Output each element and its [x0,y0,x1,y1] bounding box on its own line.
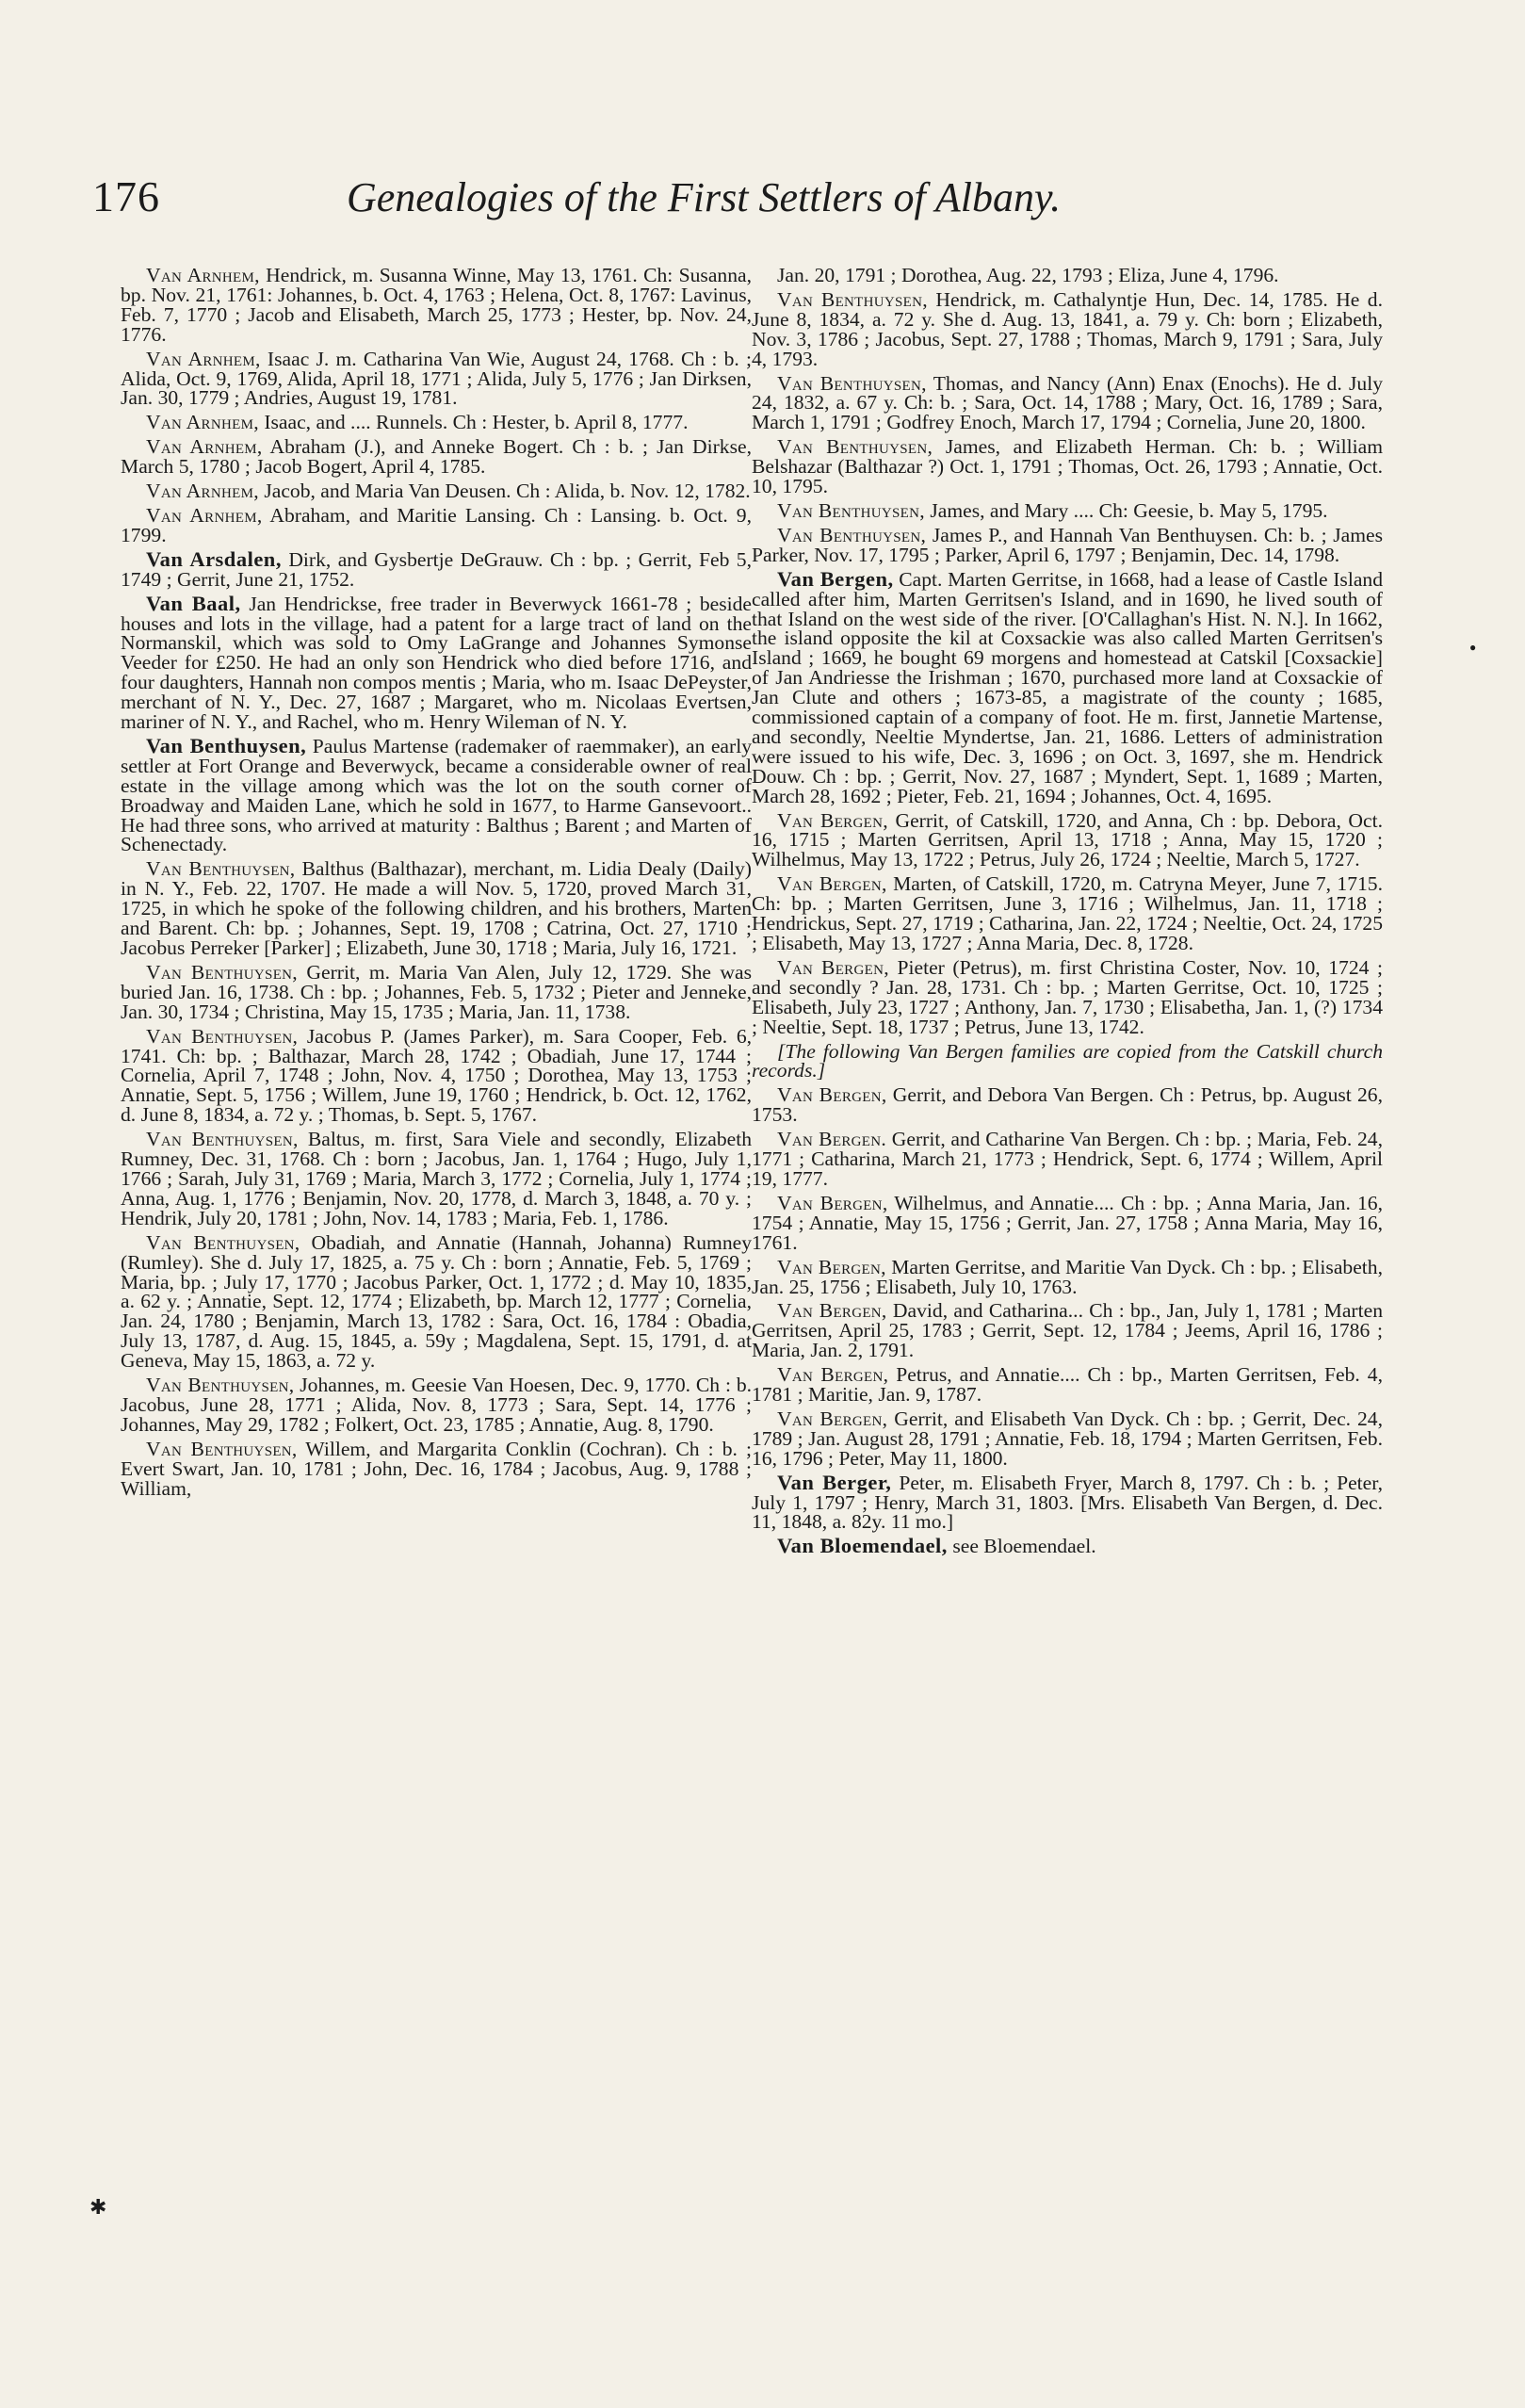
entry-text: Marten Gerritse, and Maritie Van Dyck. Ch : bp. ; Elisabeth, Jan. 25, 1756 ; Elisabeth, July 10, 1763. [752,1255,1383,1298]
entry-surname: Van Benthuysen, [777,371,927,395]
entry-text: Dirk, and Gysbertje DeGrauw. Ch : bp. ; Gerrit, Feb 5, 1749 ; Gerrit, June 21, 1752. [121,547,752,591]
genealogy-entry [121,266,752,345]
entry-text: Balthus (Balthazar), merchant, m. Lidia Dealy (Daily) in N. Y., Feb. 22, 1707. He made a will Nov. 5, 1720, proved March 31, 1725, in which he spoke of the following children, and his brothers, Marten and Barent. Ch: bp. ; Johannes, Sept. 19, 1708 ; Catrina, Oct. 27, 1710 ; Jacobus Perreker [Parker] ; Elizabeth, June 30, 1718 ; Maria, July 16, 1721. [121,857,752,959]
entry-surname: Van Baal, [146,591,241,615]
genealogy-entry [121,733,752,856]
entry-surname: Van Arnhem, [146,347,261,370]
entry-surname: Van Benthuysen, [777,523,927,546]
genealogy-entry [121,413,752,432]
entry-text: Peter, m. Elisabeth Fryer, March 8, 1797. Ch : b. ; Peter, July 1, 1797 ; Henry, March 31, 1803. [Mrs. Elisabeth Van Bergen, d. Dec. 11, 1848, a. 82y. 11 mo.] [752,1471,1383,1534]
genealogy-entry [752,874,1383,953]
entry-text: Jan. 20, 1791 ; Dorothea, Aug. 22, 1793 ; Eliza, June 4, 1796. [777,264,1279,286]
genealogy-entry [752,371,1384,434]
genealogy-entry [752,566,1383,807]
entry-text: Baltus, m. first, Sara Viele and secondly, Elizabeth Rumney, Dec. 31, 1768. Ch : born ; Jacobus, Jan. 1, 1764 ; Hugo, July 1, 1766 ; Sarah, July 31, 1769 ; Maria, March 3, 1772 ; Cornelia, July 1, 1774 ; Anna, Aug. 1, 1776 ; Benjamin, Nov. 20, 1778, d. March 3, 1848, a. 70 y. ; Hendrik, July 20, 1781 ; John, Nov. 14, 1783 ; Maria, Feb. 1, 1786. [121,1128,753,1229]
genealogy-entry [752,1470,1383,1534]
entry-surname: Van Bergen, [777,566,894,591]
genealogy-entry [121,1130,752,1228]
entry-surname: Van Bergen, [777,1191,888,1214]
genealogy-entry [121,1437,752,1500]
entry-text: James P., and Hannah Van Benthuysen. Ch: b. ; James Parker, Nov. 17, 1795 ; Parker, April 6, 1797 ; Benjamin, Dec. 14, 1798. [752,523,1384,566]
entry-surname: Van Bergen, [777,1363,889,1387]
entry-text: Abraham, and Maritie Lansing. Ch : Lansing. b. Oct. 9, 1799. [121,503,752,546]
entry-text: Pieter (Petrus), m. first Christina Coster, Nov. 10, 1724 ; and secondly ? Jan. 28, 1731. Ch : bp. ; Marten Gerritse, Oct. 10, 1725 ; Elisabeth, July 23, 1727 ; Anthony, Jan. 7, 1730 ; Elisabetha, Jan. 1, (?) 1734 ; Neeltie, Sept. 18, 1737 ; Petrus, June 13, 1742. [752,955,1383,1038]
genealogy-entry [121,960,752,1023]
entry-surname: Van Bergen, [777,1407,888,1430]
entry-text: Johannes, m. Geesie Van Hoesen, Dec. 9, 1770. Ch : b. Jacobus, June 28, 1771 ; Alida, Nov. 8, 1773 ; Sara, Sept. 14, 1776 ; Johannes, May 29, 1782 ; Folkert, Oct. 23, 1785 ; Annatie, Aug. 8, 1790. [121,1374,753,1436]
entry-text: Obadiah, and Annatie (Hannah, Johanna) Rumney (Rumley). She d. July 17, 1825, a. 75 y. Ch : born ; Annatie, Feb. 5, 1769 ; Maria, bp. ; July 17, 1770 ; Jacobus Parker, Oct. 1, 1772 ; d. May 10, 1835, a. 62 y. ; Annatie, Sept. 12, 1774 ; Elizabeth, bp. March 12, 1777 ; Cornelia, Jan. 24, 1780 ; Benjamin, March 13, 1782 : Sara, Oct. 16, 1784 : Obadia, July 13, 1787, d. Aug. 15, 1845, a. 59y ; Magdalena, Sept. 15, 1791, d. at Geneva, May 15, 1863, a. 72 y. [121,1230,753,1373]
genealogy-entry [752,1255,1383,1298]
entry-surname: Van Benthuysen, [146,1437,298,1460]
entry-text: Isaac, and .... Runnels. Ch : Hester, b. April 8, 1777. [258,411,689,434]
entry-text: Gerrit, of Catskill, 1720, and Anna, Ch : bp. Debora, Oct. 16, 1715 ; Marten Gerritsen, April 13, 1718 ; Anna, May 15, 1720 ; Wilhelmus, May 13, 1722 ; Petrus, July 26, 1724 ; Neeltie, March 5, 1727. [752,808,1383,871]
entry-surname: Van Benthuysen, [146,857,296,881]
genealogy-entry [752,955,1383,1038]
genealogy-entry [121,546,752,591]
entry-surname: Van Benthuysen, [146,1128,299,1151]
entry-surname: Van Bloemendael, [777,1534,948,1558]
running-title: Genealogies of the First Settlers of Albany. [347,174,1062,220]
entry-text: David, and Catharina... Ch : bp., Jan, July 1, 1781 ; Marten Gerritsen, April 25, 1783 ; Gerrit, Sept. 12, 1784 ; Jeems, April 16, 1786 ; Maria, Jan. 2, 1791. [752,1299,1383,1362]
page-header [92,171,1430,237]
entry-surname: Van Arnhem, [146,411,259,434]
genealogy-entry [121,859,752,958]
genealogy-entry [121,437,752,477]
entry-text: Willem, and Margarita Conklin (Cochran). Ch : b. ; Evert Swart, Jan. 10, 1781 ; John, Dec. 16, 1784 ; Jacobus, Aug. 9, 1788 ; William, [121,1437,752,1500]
right-column [752,266,1383,1561]
genealogy-entry [752,1130,1383,1189]
entry-text: Marten, of Catskill, 1720, m. Catryna Meyer, June 7, 1715. Ch: bp. ; Marten Gerritsen, June 3, 1716 ; Wilhelmus, Jan. 11, 1718 ; Hendrickus, Sept. 27, 1719 ; Catharina, Jan. 22, 1724 ; Neeltie, Oct. 24, 1725 ; Elisabeth, May 13, 1727 ; Anna Maria, Dec. 8, 1728. [752,872,1383,954]
entry-text: Abraham (J.), and Anneke Bogert. Ch : b. ; Jan Dirkse, March 5, 1780 ; Jacob Bogert, April 4, 1785. [121,435,752,479]
entry-text: Hendrick, m. Cathalyntje Hun, Dec. 14, 1785. He d. June 8, 1834, a. 72 y. She d. Aug. 13, 1841, a. 79 y. Ch: born ; Elizabeth, Nov. 3, 1786 ; Jacobus, Sept. 27, 1788 ; Thomas, March 9, 1791 ; Sara, July 4, 1793. [752,287,1383,370]
genealogy-entry [752,1301,1383,1360]
entry-surname: Van Arnhem, [146,435,263,459]
entry-text: Isaac J. m. Catharina Van Wie, August 24, 1768. Ch : b. ; Alida, Oct. 9, 1769, Alida, April 18, 1771 ; Alida, July 5, 1776 ; Jan Dirksen, Jan. 30, 1779 ; Andries, August 19, 1781. [121,347,752,410]
genealogy-entry [752,1534,1383,1558]
genealogy-entry [752,1085,1383,1125]
entry-surname: Van Benthuysen, [146,1024,299,1048]
genealogy-entry [121,503,752,546]
genealogy-entry [752,266,1383,285]
genealogy-entry [121,1375,752,1435]
entry-text: Hendrick, m. Susanna Winne, May 13, 1761. Ch: Susanna, bp. Nov. 21, 1761: Johannes, b. Oct. 4, 1763 ; Helena, Oct. 8, 1767: Lavinus, Feb. 7, 1770 ; Jacob and Elisabeth, March 25, 1773 ; Hester, bp. Nov. 24, 1776. [121,264,752,346]
entry-surname: Van Bergen, [777,1255,886,1278]
entry-surname: Van Bergen. [777,1128,887,1151]
entry-surname: Van Benthuysen, [777,435,933,459]
entry-text: Paulus Martense (rademaker of raemmaker), an early settler at Fort Orange and Beverwyck, became a considerable owner of real estate in the village among which was the lot on the south corner of Broadway and Maiden Lane, which he sold in 1677, to Harme Gansevoort.. He had three sons, who arrived at maturity : Balthus ; Barent ; and Marten of Schenectady. [121,734,752,856]
genealogy-entry [121,481,752,501]
entry-text: Gerrit, and Catharine Van Bergen. Ch : bp. ; Maria, Feb. 24, 1771 ; Catharina, March 21, 1773 ; Hendrick, Sept. 6, 1774 ; Willem, April 19, 1777. [752,1128,1383,1190]
entry-text: Gerrit, and Elisabeth Van Dyck. Ch : bp. ; Gerrit, Dec. 24, 1789 ; Jan. August 28, 1791 ; Annatie, Feb. 18, 1794 ; Marten Gerritsen, Feb. 16, 1796 ; Peter, May 11, 1800. [752,1407,1383,1470]
entry-text: see Bloemendael. [947,1535,1096,1558]
entry-surname: Van Benthuysen, [146,1230,300,1254]
entry-text: James, and Mary .... Ch: Geesie, b. May 5, 1795. [924,498,1328,522]
genealogy-entry [121,1230,753,1373]
entry-surname: Van Benthuysen, [146,1374,295,1397]
genealogy-entry [752,1409,1383,1469]
entry-surname: Van Bergen, [777,808,888,832]
entry-surname: Van Benthuysen, [146,733,307,757]
genealogy-entry [121,347,752,410]
entry-text: Thomas, and Nancy (Ann) Enax (Enochs). He d. July 24, 1832, a. 67 y. Ch: b. ; Sara, Oct. 14, 1788 ; Mary, Oct. 16, 1789 ; Sara, March 1, 1791 ; Godfrey Enoch, March 17, 1794 ; Cornelia, June 20, 1800. [752,371,1384,434]
genealogy-entry [752,808,1383,871]
entry-surname: Van Arnhem, [146,503,263,527]
genealogy-entry [752,523,1384,566]
genealogy-entry: [The following Van Bergen families are copied from the Catskill church records.] [752,1039,1383,1082]
entry-surname: Van Arnhem, [146,480,259,503]
genealogy-entry [752,1365,1383,1405]
genealogy-entry [752,437,1383,496]
genealogy-entry [752,1191,1383,1254]
entry-surname: Van Benthuysen, [777,498,925,522]
entry-surname: Van Bergen, [777,955,889,979]
entry-text: James, and Elizabeth Herman. Ch: b. ; William Belshazar (Balthazar ?) Oct. 1, 1791 ; Thomas, Oct. 26, 1793 ; Annatie, Oct. 10, 1795. [752,435,1384,498]
entry-surname: Van Arsdalen, [146,546,282,571]
genealogy-entry [752,498,1383,522]
entry-surname: Van Arnhem, [146,264,260,286]
margin-dot: ● [1469,641,1477,654]
genealogy-entry [121,1024,753,1127]
entry-surname: Van Bergen, [777,872,887,896]
entry-surname: Van Benthuysen, [146,960,298,984]
entry-surname: Van Benthuysen, [777,287,928,311]
entry-text: Jacobus P. (James Parker), m. Sara Cooper, Feb. 6, 1741. Ch: bp. ; Balthazar, March 28, 1742 ; Obadiah, June 17, 1744 ; Cornelia, April 7, 1748 ; John, Nov. 4, 1750 ; Dorothea, May 13, 1753 ; Annatie, Sept. 5, 1756 ; Willem, June 19, 1760 ; Hendrick, b. Oct. 12, 1762, d. June 8, 1834, a. 72 y. ; Thomas, b. Sept. 5, 1767. [121,1024,753,1127]
margin-mark: ✱ [89,2195,107,2219]
entry-text: Jacob, and Maria Van Deusen. Ch : Alida, b. Nov. 12, 1782. [258,480,751,503]
left-column [121,266,752,1503]
entry-text: Jan Hendrickse, free trader in Beverwyck 1661-78 ; beside houses and lots in the village, had a patent for a large tract of land on the Normanskil, which was sold to Omy LaGrange and Johannes Symonse Veeder for £250. He had an only son Hendrick who died before 1716, and four daughters, Hannah non compos mentis ; Maria, who m. Isaac DePeyster, merchant of N. Y., Dec. 27, 1687 ; Margaret, who m. Nicolaas Evertsen, mariner of N. Y., and Rachel, who m. Henry Wileman of N. Y. [121,592,752,734]
page-number: 176 [92,172,160,220]
entry-text: Petrus, and Annatie.... Ch : bp., Marten Gerritsen, Feb. 4, 1781 ; Maritie, Jan. 9, 1787. [752,1363,1383,1407]
entry-surname: Van Bergen, [777,1083,887,1107]
entry-surname: Van Berger, [777,1470,892,1494]
entry-text: Gerrit, m. Maria Van Alen, July 12, 1729. She was buried Jan. 16, 1738. Ch : bp. ; Johannes, Feb. 5, 1732 ; Pieter and Jenneke, Jan. 30, 1734 ; Christina, May 15, 1735 ; Maria, Jan. 11, 1738. [121,960,752,1023]
genealogy-entry [752,287,1383,370]
entry-text: Capt. Marten Gerritse, in 1668, had a lease of Castle Island called after him, Marten Gerritsen's Island, and in 1690, he lived south of that Island on the west side of the river. [O'Callaghan's Hist. N. N.]. In 1662, the island opposite the kil at Coxsackie was also called Marten Gerritsen's Island ; 1669, he bought 69 morgens and homestead at Catskil [Coxsackie] of Jan Andriesse the Irishman ; 1670, purchased more land at Coxsackie of Jan Clute and others ; 1673-85, a magistrate of the county ; 1685, commissioned captain of a company of foot. He m. first, Jannetie Martense, and secondly, Neeltie Myndertse, Jan. 21, 1686. Letters of administration were issued to his wife, Dec. 3, 1696 ; on Oct. 3, 1697, she m. Hendrick Douw. Ch : bp. ; Gerrit, Nov. 27, 1687 ; Myndert, Sept. 1, 1689 ; Marten, March 28, 1692 ; Pieter, Feb. 21, 1694 ; Johannes, Oct. 4, 1695. [752,567,1383,807]
entry-text: Gerrit, and Debora Van Bergen. Ch : Petrus, bp. August 26, 1753. [752,1083,1383,1127]
entry-surname: Van Bergen, [777,1299,887,1323]
entry-text: Wilhelmus, and Annatie.... Ch : bp. ; Anna Maria, Jan. 16, 1754 ; Annatie, May 15, 1756 ; Gerrit, Jan. 27, 1758 ; Anna Maria, May 16, 1761. [752,1191,1383,1254]
genealogy-entry [121,591,752,734]
